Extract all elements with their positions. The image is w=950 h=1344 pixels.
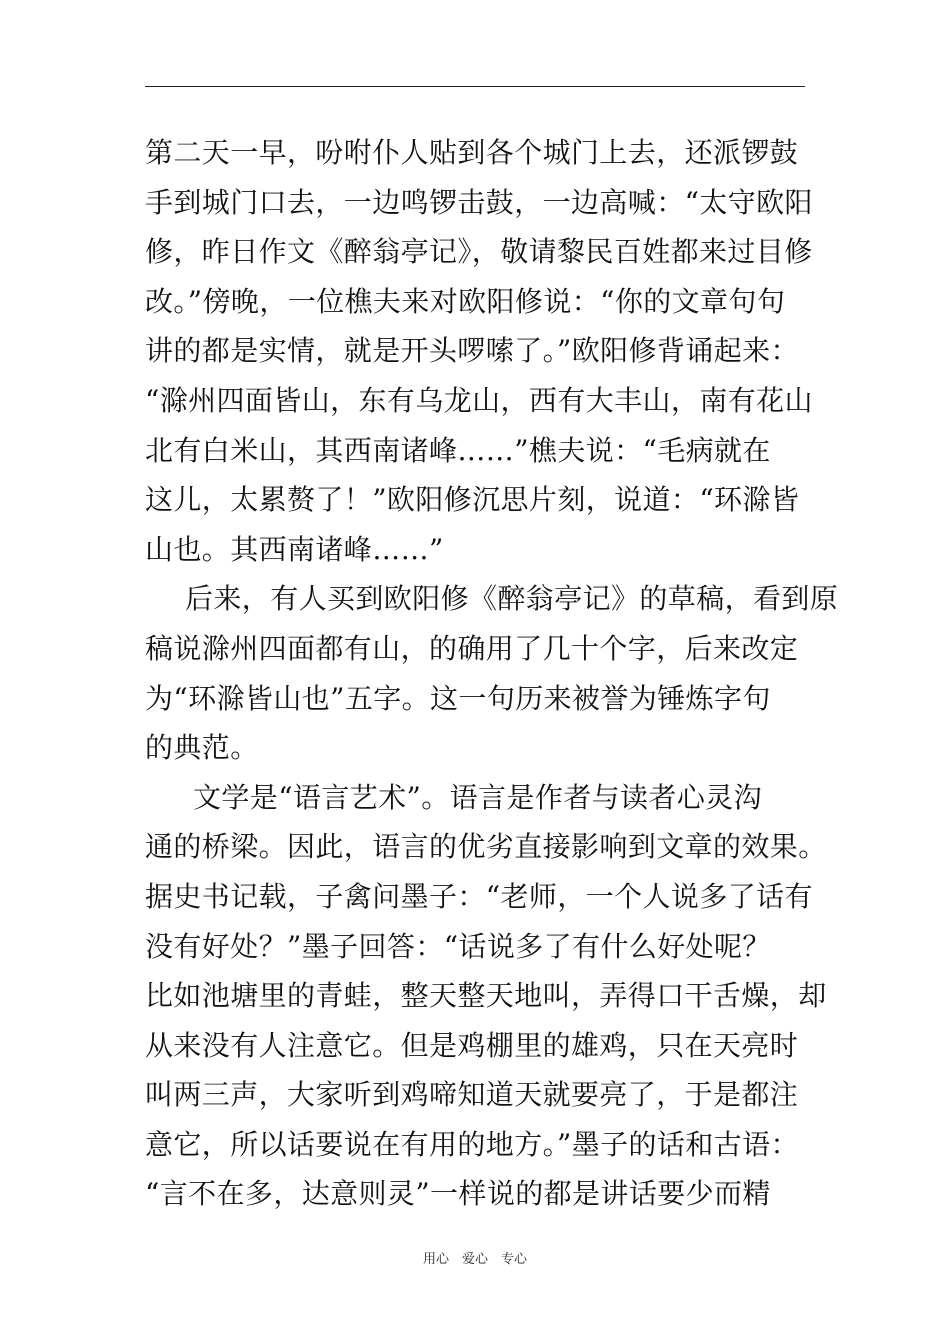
text-line: 的典范。 bbox=[145, 731, 259, 765]
text-line: 稿说滁州四面都有山，的确用了几十个字，后来改定 bbox=[145, 631, 799, 665]
text-line: 修，昨日作文《醉翁亭记》，敬请黎民百姓都来过目修 bbox=[145, 235, 813, 269]
text-line: 讲的都是实情，就是开头啰嗦了。”欧阳修背诵起来： bbox=[145, 334, 799, 368]
text-line: 没有好处？”墨子回答：“话说多了有什么好处呢？ bbox=[145, 929, 771, 963]
text-line: 这儿，太累赘了！”欧阳修沉思片刻，说道：“环滁皆 bbox=[145, 483, 800, 517]
text-line: 第二天一早，吩咐仆人贴到各个城门上去，还派锣鼓 bbox=[145, 136, 799, 169]
text-line: 为“环滁皆山也”五字。这一句历来被誉为锤炼字句 bbox=[145, 681, 771, 715]
paragraph-first-line: 文学是“语言艺术”。语言是作者与读者心灵沟 bbox=[193, 780, 763, 814]
page-footer: 用心 爱心 专心 bbox=[422, 1252, 527, 1267]
text-line: “滁州四面皆山，东有乌龙山，西有大丰山，南有花山 bbox=[145, 383, 813, 417]
paragraph-first-line: 后来，有人买到欧阳修《醉翁亭记》的草稿，看到原 bbox=[185, 582, 839, 616]
header-rule bbox=[145, 86, 805, 87]
text-line: 山也。其西南诸峰……” bbox=[145, 532, 444, 566]
text-line: 北有白米山，其西南诸峰……”樵夫说：“毛病就在 bbox=[145, 433, 771, 467]
text-line: 比如池塘里的青蛙，整天整天地叫，弄得口干舌燥，却 bbox=[145, 979, 827, 1013]
text-line: “言不在多，达意则灵”一样说的都是讲话要少而精 bbox=[145, 1177, 771, 1211]
text-line: 据史书记载，子禽问墨子：“老师，一个人说多了话有 bbox=[145, 879, 813, 913]
document-body bbox=[145, 128, 839, 1219]
text-line: 叫两三声，大家听到鸡啼知道天就要亮了，于是都注 bbox=[145, 1078, 799, 1112]
text-line: 意它，所以话要说在有用的地方。”墨子的话和古语： bbox=[145, 1127, 799, 1161]
text-line: 手到城门口去，一边鸣锣击鼓，一边高喊：“太守欧阳 bbox=[145, 185, 813, 219]
text-line: 从来没有人注意它。但是鸡棚里的雄鸡，只在天亮时 bbox=[145, 1028, 799, 1062]
text-line: 改。”傍晚，一位樵夫来对欧阳修说：“你的文章句句 bbox=[145, 284, 786, 318]
text-line: 通的桥梁。因此，语言的优劣直接影响到文章的效果。 bbox=[145, 830, 827, 864]
